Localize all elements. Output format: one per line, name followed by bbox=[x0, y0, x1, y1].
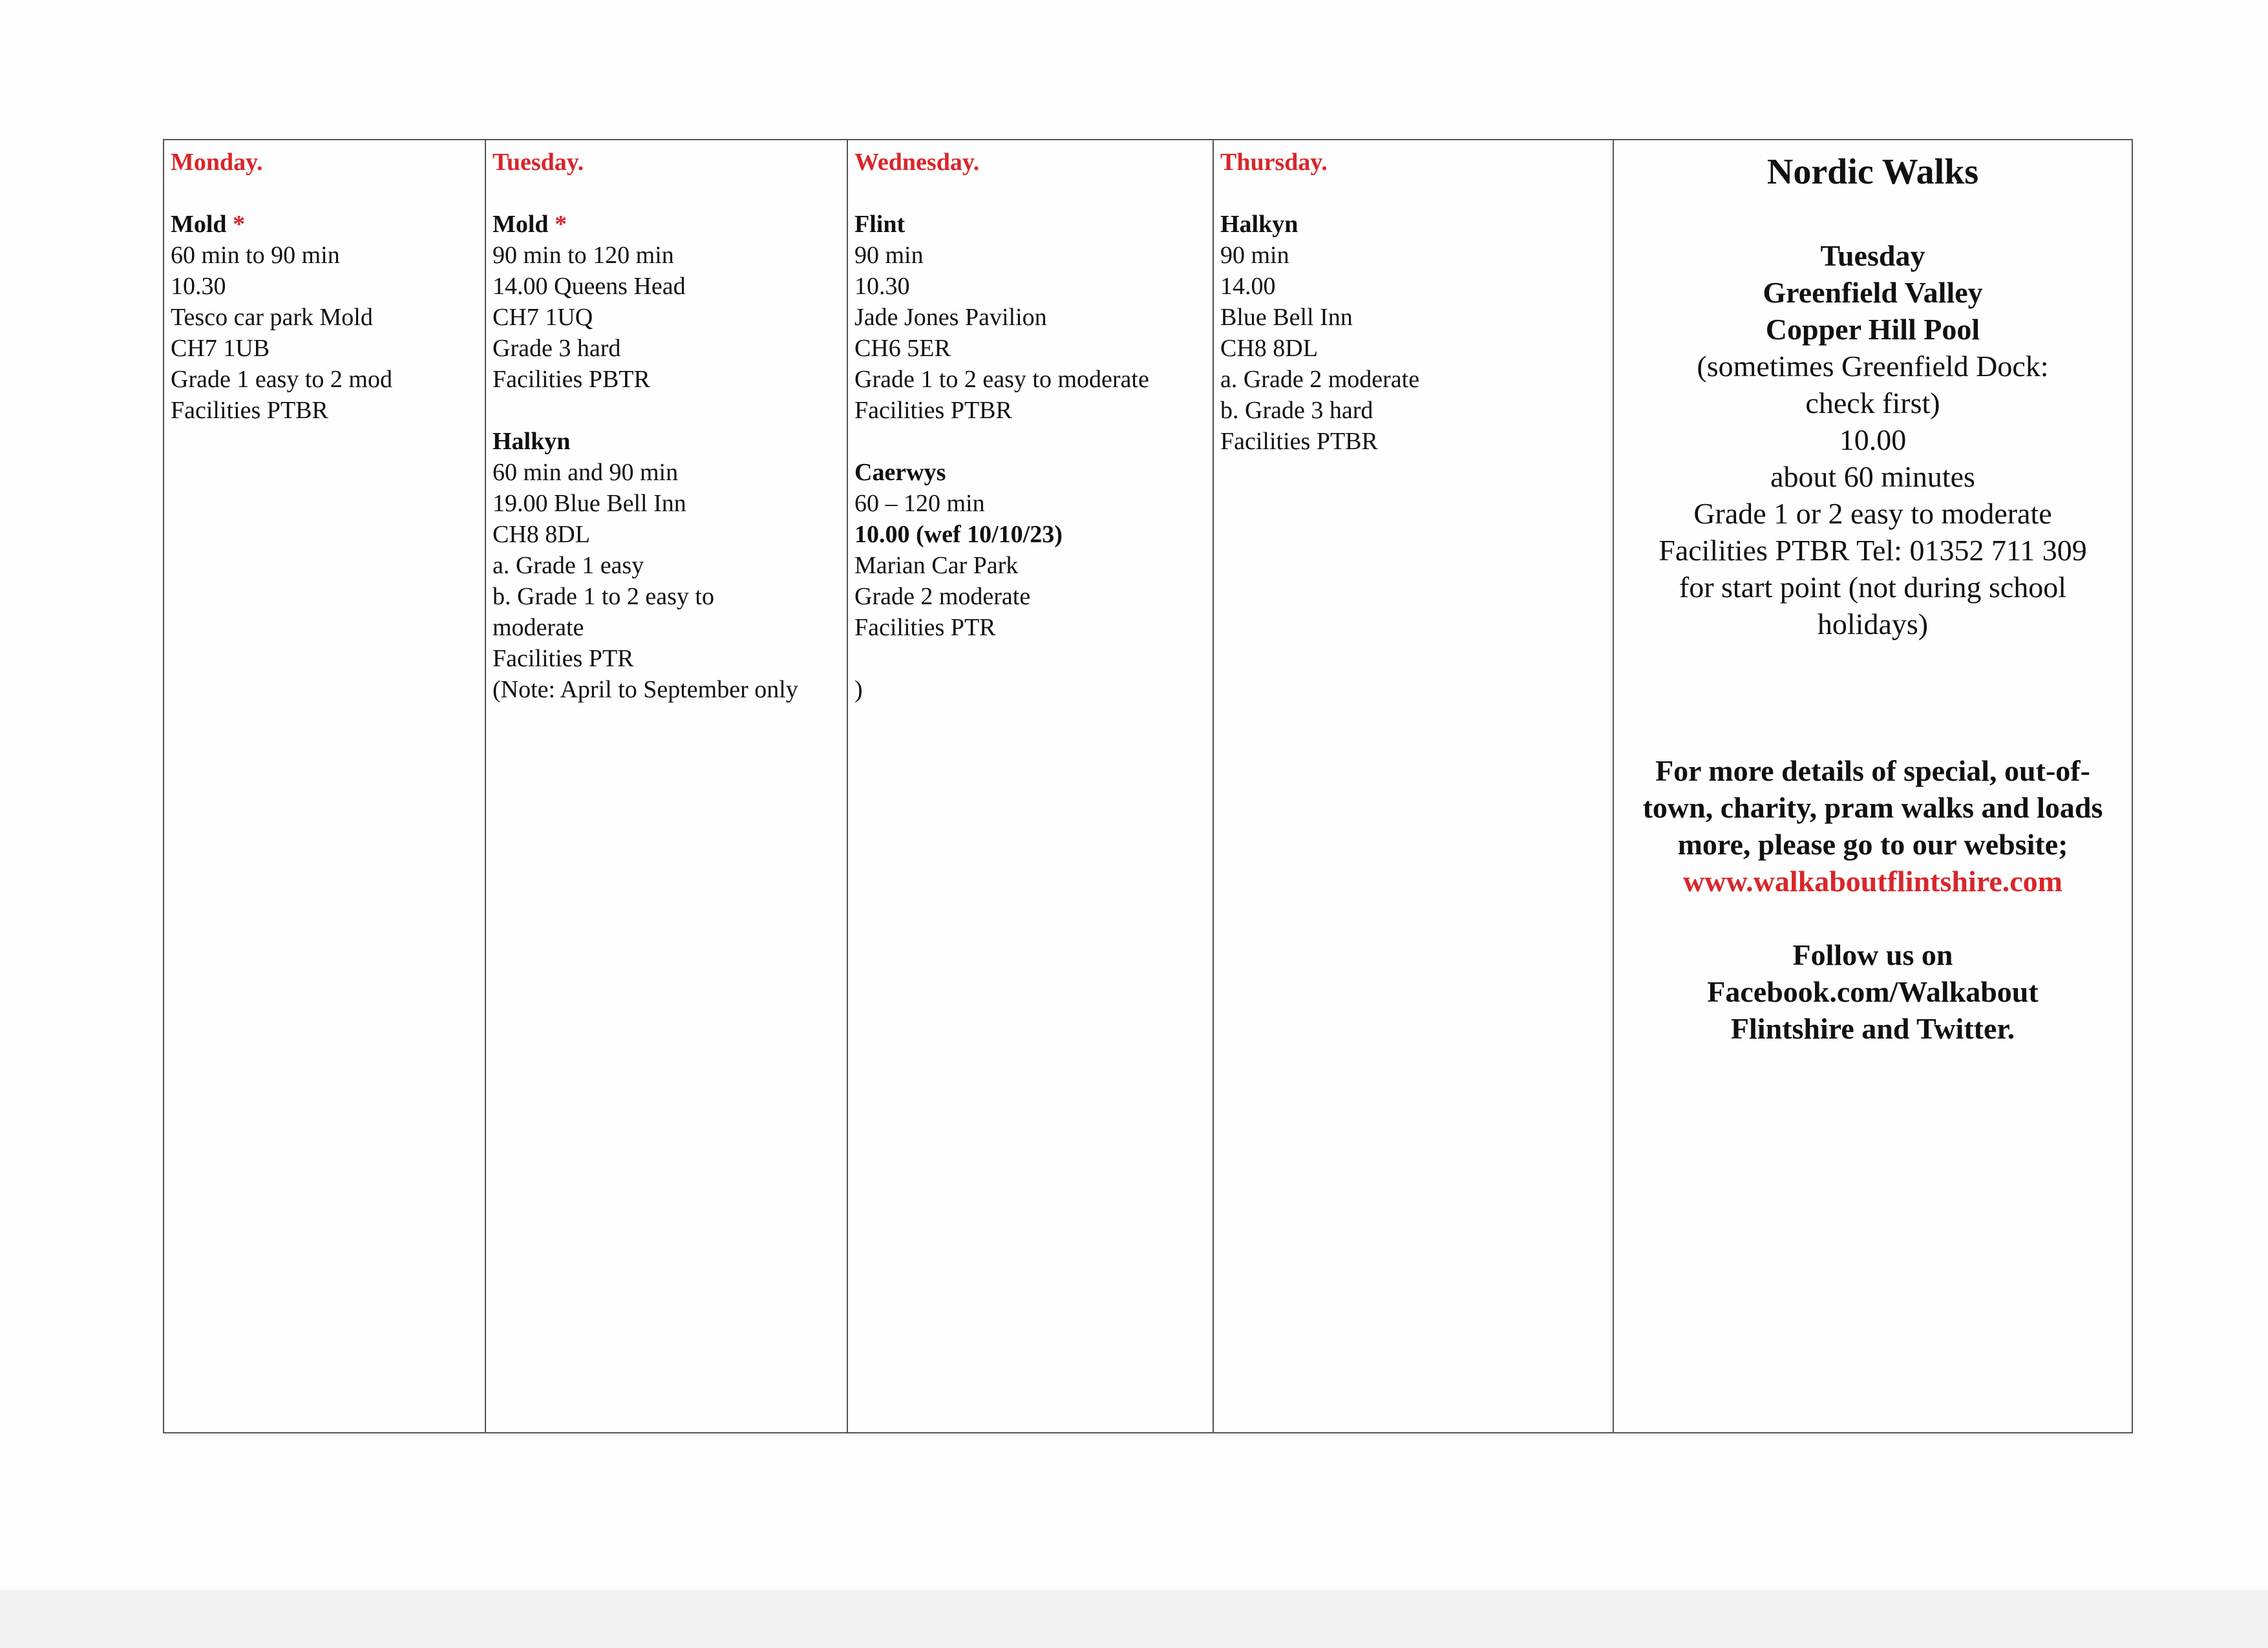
walk-grade-a: a. Grade 2 moderate bbox=[1220, 366, 1420, 393]
walk-postcode: CH6 5ER bbox=[854, 335, 951, 362]
walk-facilities: Facilities PTBR bbox=[171, 397, 328, 424]
walk-entry-mold bbox=[493, 209, 840, 395]
walk-duration: 90 min bbox=[1220, 242, 1289, 269]
walk-facilities: Facilities PTR bbox=[854, 614, 996, 641]
walk-venue: Jade Jones Pavilion bbox=[854, 304, 1047, 331]
more-info-line: For more details of special, out-of- bbox=[1655, 754, 2090, 787]
day-heading: Thursday. bbox=[1220, 149, 1328, 176]
facebook-link[interactable]: Facebook.com/Walkabout bbox=[1707, 975, 2039, 1008]
scan-edge bbox=[0, 1590, 2268, 1648]
walk-time-venue: 14.00 Queens Head bbox=[493, 273, 686, 300]
walk-facilities: Facilities PTR bbox=[493, 645, 634, 672]
walk-name: Mold bbox=[493, 211, 549, 238]
nordic-duration: about 60 minutes bbox=[1770, 460, 1975, 493]
walk-entry-halkyn bbox=[493, 426, 840, 705]
walk-venue: Blue Bell Inn bbox=[1220, 304, 1353, 331]
nordic-facilities: Facilities PTBR Tel: 01352 711 309 bbox=[1659, 534, 2087, 567]
walk-location bbox=[171, 209, 478, 240]
asterisk-marker: * bbox=[555, 211, 567, 238]
walk-entry-flint bbox=[854, 209, 1206, 426]
nordic-place: Greenfield Valley bbox=[1763, 276, 1983, 309]
walk-postcode: CH7 1UQ bbox=[493, 304, 593, 331]
day-heading: Wednesday. bbox=[854, 149, 980, 176]
column-wednesday bbox=[848, 140, 1214, 1432]
nordic-walks-title: Nordic Walks bbox=[1766, 152, 1979, 192]
nordic-holidays: holidays) bbox=[1817, 607, 1929, 640]
walk-time: 10.30 bbox=[171, 273, 226, 300]
walk-venue: Marian Car Park bbox=[854, 552, 1019, 579]
walk-time: 10.30 bbox=[854, 273, 910, 300]
spacer bbox=[1620, 900, 2125, 936]
more-info-line: more, please go to our website; bbox=[1677, 828, 2068, 861]
walk-timetable bbox=[163, 139, 2133, 1433]
day-heading: Monday. bbox=[171, 149, 263, 176]
column-monday bbox=[164, 140, 486, 1432]
walk-duration: 90 min to 120 min bbox=[493, 242, 674, 269]
walk-postcode: CH7 1UB bbox=[171, 335, 270, 362]
follow-line: Follow us on bbox=[1792, 938, 1953, 971]
walk-grade: Grade 1 to 2 easy to moderate bbox=[854, 366, 1149, 393]
nordic-day: Tuesday bbox=[1820, 239, 1925, 272]
walk-name: Flint bbox=[854, 211, 906, 238]
walk-name: Caerwys bbox=[854, 459, 946, 486]
walk-name: Halkyn bbox=[493, 428, 571, 455]
walk-duration: 60 min and 90 min bbox=[493, 459, 679, 486]
walk-grade-b-cont: moderate bbox=[493, 614, 584, 641]
day-heading: Tuesday. bbox=[493, 149, 584, 176]
nordic-start-point: for start point (not during school bbox=[1679, 571, 2067, 604]
walk-entry-halkyn bbox=[1220, 209, 1606, 457]
walk-postcode: CH8 8DL bbox=[493, 521, 590, 548]
column-thursday bbox=[1214, 140, 1614, 1432]
nordic-venue: Copper Hill Pool bbox=[1765, 313, 1980, 346]
column-tuesday bbox=[486, 140, 848, 1432]
walk-grade: Grade 3 hard bbox=[493, 335, 621, 362]
walk-facilities: Facilities PTBR bbox=[1220, 428, 1378, 455]
walk-time: 10.00 (wef 10/10/23) bbox=[854, 521, 1063, 548]
walk-facilities: Facilities PBTR bbox=[493, 366, 650, 393]
walk-venue: Tesco car park Mold bbox=[171, 304, 373, 331]
walk-duration: 60 min to 90 min bbox=[171, 242, 340, 269]
column-nordic-walks bbox=[1614, 140, 2132, 1432]
walk-name: Mold bbox=[171, 211, 227, 238]
walk-note: (Note: April to September only bbox=[493, 676, 798, 703]
walk-location bbox=[493, 209, 840, 240]
blank-line bbox=[854, 643, 1206, 674]
walk-grade: Grade 2 moderate bbox=[854, 583, 1031, 610]
spacer bbox=[1620, 642, 2125, 752]
walk-name: Halkyn bbox=[1220, 211, 1298, 238]
walk-facilities: Facilities PTBR bbox=[854, 397, 1012, 424]
website-link[interactable]: www.walkaboutflintshire.com bbox=[1683, 865, 2062, 898]
walk-grade-b: b. Grade 1 to 2 easy to bbox=[493, 583, 714, 610]
closing-paren: ) bbox=[854, 676, 863, 703]
asterisk-marker: * bbox=[233, 211, 246, 238]
walk-postcode: CH8 8DL bbox=[1220, 335, 1318, 362]
more-info-line: town, charity, pram walks and loads bbox=[1642, 791, 2103, 824]
walk-grade: Grade 1 easy to 2 mod bbox=[171, 366, 392, 393]
walk-time-venue: 19.00 Blue Bell Inn bbox=[493, 490, 686, 517]
walk-duration: 90 min bbox=[854, 242, 924, 269]
walk-entry-caerwys bbox=[854, 457, 1206, 705]
walk-duration: 60 – 120 min bbox=[854, 490, 985, 517]
walk-grade-b: b. Grade 3 hard bbox=[1220, 397, 1373, 424]
nordic-note: (sometimes Greenfield Dock: bbox=[1697, 350, 2049, 383]
nordic-grade: Grade 1 or 2 easy to moderate bbox=[1693, 497, 2052, 530]
nordic-time: 10.00 bbox=[1839, 423, 1907, 456]
walk-entry-mold bbox=[171, 209, 478, 426]
walk-time: 14.00 bbox=[1220, 273, 1276, 300]
follow-line: Flintshire and Twitter. bbox=[1730, 1012, 2015, 1045]
walk-grade-a: a. Grade 1 easy bbox=[493, 552, 644, 579]
nordic-note-cont: check first) bbox=[1805, 386, 1940, 419]
